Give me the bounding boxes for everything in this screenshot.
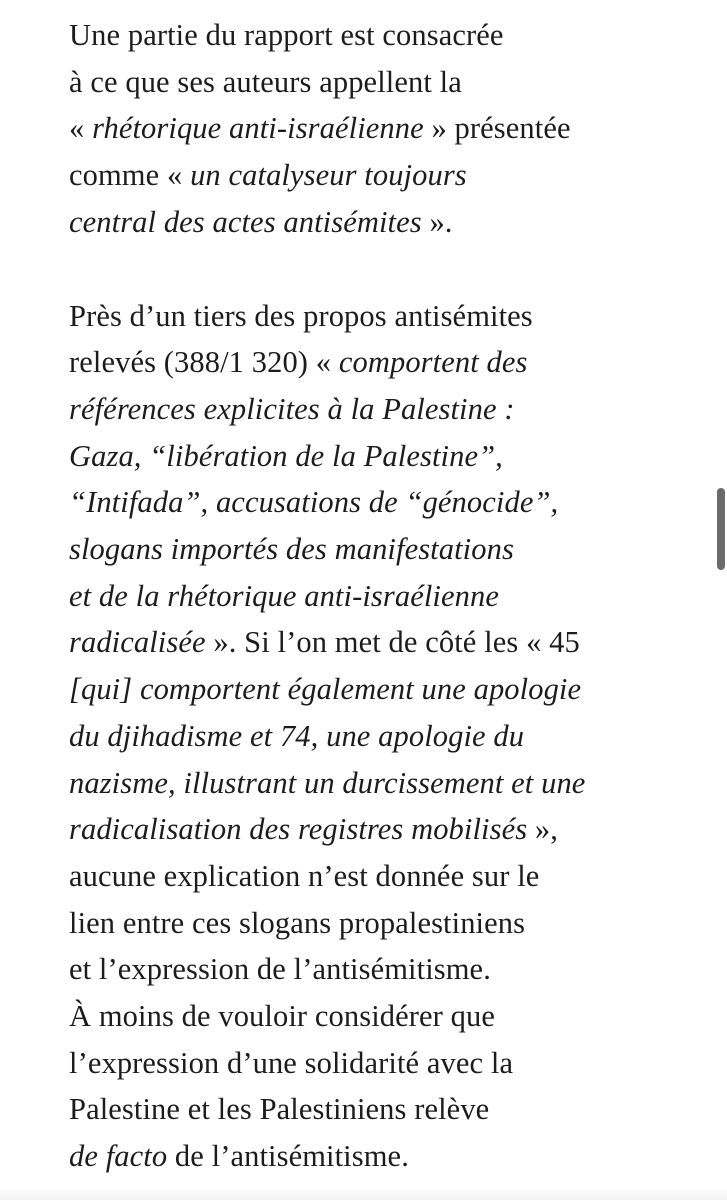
text-line <box>69 946 709 993</box>
italic-quote: radicalisée <box>69 625 206 660</box>
italic-quote: [qui] comportent également une apologie <box>69 672 582 707</box>
text-line <box>69 993 709 1040</box>
text-line <box>69 293 709 340</box>
italic-quote: références explicites à la Palestine : <box>69 391 515 426</box>
text-run: lien entre ces slogans propalestiniens <box>69 905 526 940</box>
text-line <box>69 386 709 433</box>
text-run: À moins de vouloir considérer que <box>69 999 495 1034</box>
italic-quote: du djihadisme et 74, une apologie du <box>69 718 525 753</box>
text-line <box>69 1040 709 1087</box>
text-run: » présentée <box>423 111 571 146</box>
paragraph-1 <box>69 12 709 246</box>
italic-quote: central des actes antisémites <box>69 204 422 239</box>
italic-quote: comportent des <box>338 345 528 380</box>
italic-quote: et de la rhétorique anti-israélienne <box>69 578 499 613</box>
italic-quote: un catalyseur toujours <box>190 158 467 193</box>
text-run: l’expression d’une solidarité avec la <box>69 1045 514 1080</box>
text-line <box>69 152 709 199</box>
text-run: Palestine et les Palestiniens relève <box>69 1092 490 1127</box>
text-run: Une partie du rapport est consacrée <box>69 18 504 52</box>
italic-quote: slogans importés des manifestations <box>69 532 514 567</box>
text-line <box>69 900 709 947</box>
italic-quote: radicalisation des registres mobilisés <box>69 812 528 847</box>
italic-phrase: de facto <box>69 1139 168 1174</box>
text-run: à ce que ses auteurs appellent la <box>69 64 462 99</box>
text-line <box>69 1133 709 1180</box>
text-line <box>69 479 709 526</box>
text-line <box>69 760 709 807</box>
text-run: aucune explication n’est donnée sur le <box>69 858 540 893</box>
text-line <box>69 59 709 106</box>
text-line <box>69 105 709 152</box>
scrollbar-thumb[interactable] <box>717 488 725 570</box>
text-run: Près d’un tiers des propos antisémites <box>69 298 533 333</box>
text-line <box>69 853 709 900</box>
text-line <box>69 1086 709 1133</box>
text-line <box>69 12 709 59</box>
paragraph-2 <box>69 293 709 1180</box>
text-run: de l’antisémitisme. <box>167 1139 409 1174</box>
text-run: », <box>527 812 558 847</box>
italic-quote: nazisme, illustrant un durcissement et une <box>69 765 586 800</box>
text-line <box>69 339 709 386</box>
text-run: relevés (388/1 320) « <box>69 345 339 380</box>
italic-quote: “Intifada”, accusations de “génocide”, <box>69 485 559 520</box>
text-run: ». <box>421 204 453 239</box>
text-line <box>69 806 709 853</box>
text-line <box>69 199 709 246</box>
text-line <box>69 666 709 713</box>
italic-quote: Gaza, “libération de la Palestine”, <box>69 438 503 473</box>
text-run: comme « <box>69 158 191 193</box>
italic-quote: rhétorique anti-israélienne <box>92 111 424 146</box>
text-line <box>69 526 709 573</box>
text-run: « <box>69 111 93 146</box>
text-line <box>69 713 709 760</box>
text-line <box>69 433 709 480</box>
text-line <box>69 573 709 620</box>
article-body <box>69 12 709 1180</box>
bottom-edge-shadow <box>0 1186 727 1200</box>
text-run: ». Si l’on met de côté les « 45 <box>205 625 580 660</box>
text-run: et l’expression de l’antisémitisme. <box>69 952 491 987</box>
text-line <box>69 619 709 666</box>
